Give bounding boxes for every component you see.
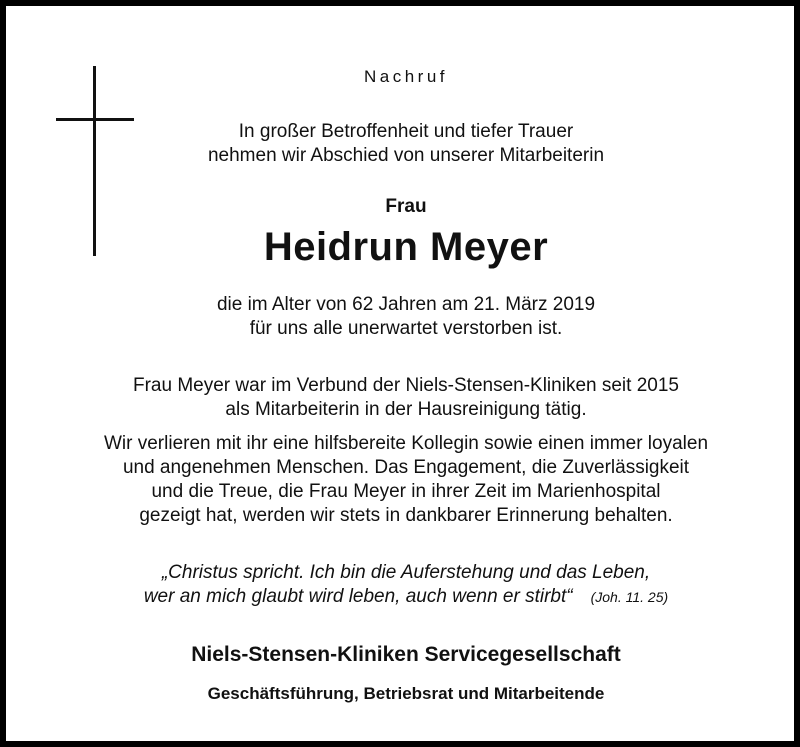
intro-line: In großer Betroffenheit und tiefer Trauer <box>238 121 574 142</box>
death-info <box>6 293 800 341</box>
deceased-name: Heidrun Meyer <box>263 225 549 269</box>
organization-name: Niels-Stensen-Kliniken Servicegesellschaft <box>191 643 621 666</box>
employment-line: als Mitarbeiterin in der Hausreinigung tätig. <box>225 399 587 420</box>
tribute-line: gezeigt hat, werden wir stets in dankbarer Erinnerung behalten. <box>139 505 673 526</box>
tribute-line: Wir verlieren mit ihr eine hilfsbereite Kollegin sowie einen immer loyalen <box>103 433 709 454</box>
death-info-line: die im Alter von 62 Jahren am 21. März 2019 <box>216 294 596 315</box>
signatories: Geschäftsführung, Betriebsrat und Mitarbeitende <box>207 684 605 703</box>
intro-text <box>6 120 800 168</box>
death-info-line: für uns alle unerwartet verstorben ist. <box>249 318 563 339</box>
quote-reference: (Joh. 11. 25) <box>590 589 669 605</box>
tribute-line: und angenehmen Menschen. Das Engagement, die Zuverlässigkeit <box>122 457 690 478</box>
employment-line: Frau Meyer war im Verbund der Niels-Stensen-Kliniken seit 2015 <box>133 375 679 396</box>
deceased-title: Frau <box>385 196 427 217</box>
quote-line: „Christus spricht. Ich bin die Auferstehung und das Leben, <box>161 562 651 583</box>
intro-line: nehmen wir Abschied von unserer Mitarbeiterin <box>207 145 605 166</box>
bible-quote <box>6 561 800 609</box>
heading: Nachruf <box>363 67 449 86</box>
tribute-text <box>6 432 800 528</box>
tribute-line: und die Treue, die Frau Meyer in ihrer Zeit im Marienhospital <box>151 481 661 502</box>
employment-text <box>6 374 800 422</box>
quote-line: wer an mich glaubt wird leben, auch wenn er stirbt“ <box>143 586 573 607</box>
quote-line-with-reference <box>6 585 800 609</box>
